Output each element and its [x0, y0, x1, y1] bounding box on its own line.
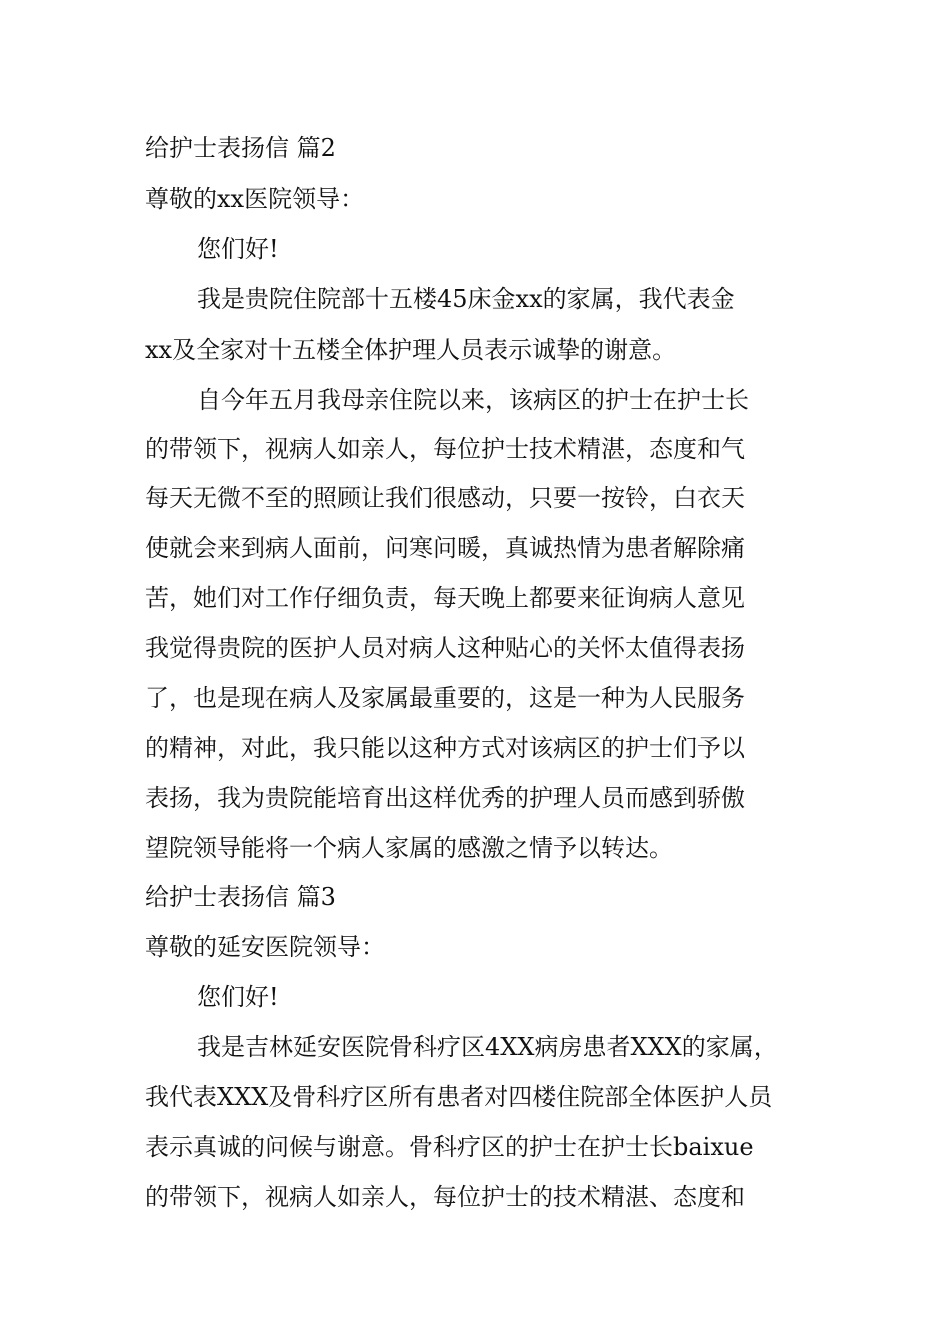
section-3-line: 我是吉林延安医院骨科疗区4XX病房患者XXX的家属，: [197, 1033, 778, 1061]
section-2-salutation: 尊敬的xx医院领导：: [145, 185, 365, 213]
section-2-line: 使就会来到病人面前，问寒问暖，真诚热情为患者解除痛: [145, 534, 745, 562]
section-2-heading: 给护士表扬信 篇2: [145, 134, 336, 162]
section-2-line: 的带领下，视病人如亲人，每位护士技术精湛，态度和气: [145, 435, 745, 463]
section-3-greeting: 您们好!: [197, 983, 279, 1011]
section-3-line: 我代表XXX及骨科疗区所有患者对四楼住院部全体医护人员: [145, 1083, 773, 1111]
section-2-line: xx及全家对十五楼全体护理人员表示诚挚的谢意。: [145, 336, 677, 364]
section-2-greeting: 您们好!: [197, 235, 279, 263]
section-2-line: 自今年五月我母亲住院以来，该病区的护士在护士长: [197, 386, 749, 414]
section-3-heading: 给护士表扬信 篇3: [145, 883, 336, 911]
section-2-line: 表扬，我为贵院能培育出这样优秀的护理人员而感到骄傲: [145, 784, 745, 812]
section-3-line: 表示真诚的问候与谢意。骨科疗区的护士在护士长baixue: [145, 1133, 754, 1161]
section-3-line: 的带领下，视病人如亲人，每位护士的技术精湛、态度和: [145, 1183, 745, 1211]
section-2-line: 了，也是现在病人及家属最重要的，这是一种为人民服务: [145, 684, 745, 712]
section-2-line: 我是贵院住院部十五楼45床金xx的家属，我代表金: [197, 285, 735, 313]
section-2-line: 我觉得贵院的医护人员对病人这种贴心的关怀太值得表扬: [145, 634, 745, 662]
section-2-line: 的精神，对此，我只能以这种方式对该病区的护士们予以: [145, 734, 745, 762]
section-2-line: 苦，她们对工作仔细负责，每天晚上都要来征询病人意见: [145, 584, 745, 612]
section-2-line: 望院领导能将一个病人家属的感激之情予以转达。: [145, 834, 673, 862]
section-3-salutation: 尊敬的延安医院领导：: [145, 933, 385, 961]
section-2-line: 每天无微不至的照顾让我们很感动，只要一按铃，白衣天: [145, 484, 745, 512]
